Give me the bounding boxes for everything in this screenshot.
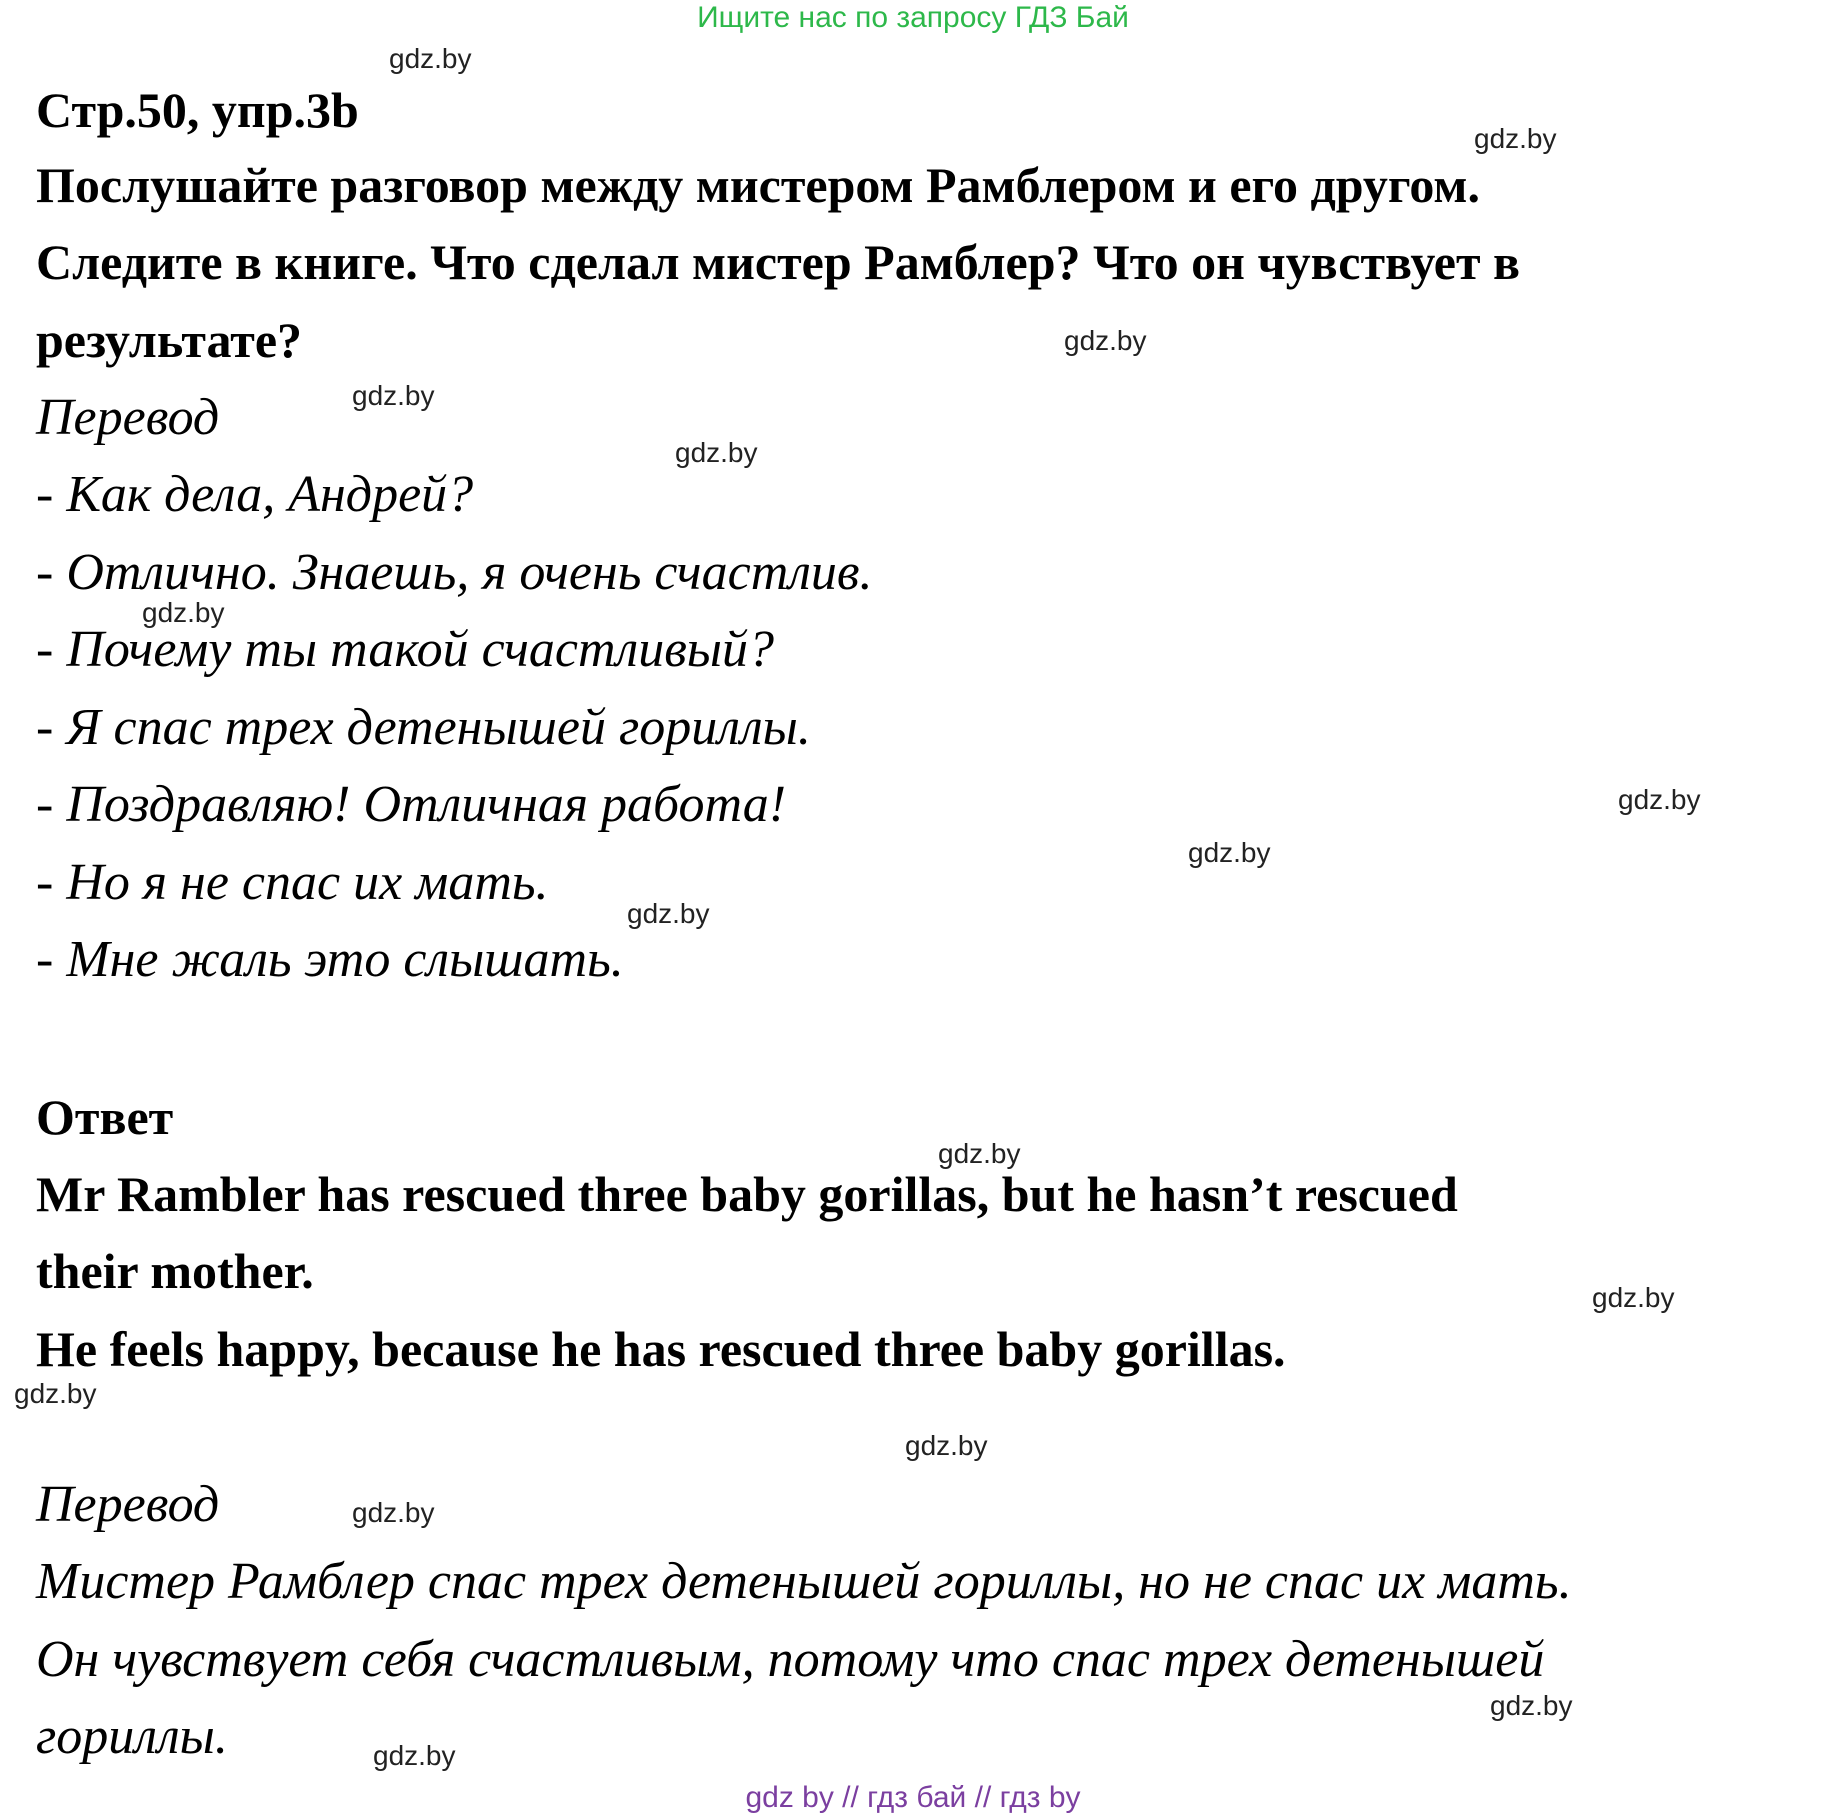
watermark: gdz.by [938,1138,1021,1169]
watermark: gdz.by [389,43,472,74]
footer-links: gdz by // гдз бай // гдз by [745,1781,1081,1814]
exercise-title: Стр.50, упр.3b [36,82,359,138]
watermark: gdz.by [627,898,710,929]
dialogue-line: - Поздравляю! Отличная работа! [36,776,787,833]
task-line: Послушайте разговор между мистером Рамблером и его другом. [36,157,1480,213]
watermark: gdz.by [1064,325,1147,356]
dialogue-line: - Но я не спас их мать. [36,854,549,911]
watermark: gdz.by [1618,784,1701,815]
watermark: gdz.by [1188,837,1271,868]
dialogue-line: - Мне жаль это слышать. [36,931,624,988]
watermark: gdz.by [373,1740,456,1771]
dialogue-line: - Я спас трех детенышей гориллы. [36,699,811,756]
watermark: gdz.by [1490,1690,1573,1721]
translation-heading: Перевод [36,389,220,446]
translation-line: Мистер Рамблер спас трех детенышей гориллы, но не спас их мать. [36,1553,1572,1610]
dialogue-line: - Отлично. Знаешь, я очень счастлив. [36,544,873,601]
watermark: gdz.by [14,1378,97,1409]
task-line: результате? [36,312,303,368]
dialogue-line: - Как дела, Андрей? [36,466,474,523]
translation-heading: Перевод [36,1476,220,1533]
watermark: gdz.by [1592,1282,1675,1313]
task-line: Следите в книге. Что сделал мистер Рамблер? Что он чувствует в [36,234,1521,290]
dialogue-line: - Почему ты такой счастливый? [36,621,774,678]
watermark: gdz.by [675,437,758,468]
answer-line: He feels happy, because he has rescued three baby gorillas. [36,1321,1286,1377]
watermark: gdz.by [142,597,225,628]
translation-line: гориллы. [36,1708,228,1765]
watermark: gdz.by [352,1497,435,1528]
watermark: gdz.by [905,1430,988,1461]
answer-heading: Ответ [36,1089,174,1145]
translation-line: Он чувствует себя счастливым, потому что спас трех детенышей [36,1631,1545,1688]
top-banner: Ищите нас по запросу ГДЗ Бай [697,1,1129,34]
watermark: gdz.by [352,380,435,411]
answer-line: their mother. [36,1243,314,1299]
watermark: gdz.by [1474,123,1557,154]
answer-line: Mr Rambler has rescued three baby gorillas, but he hasn’t rescued [36,1166,1458,1222]
